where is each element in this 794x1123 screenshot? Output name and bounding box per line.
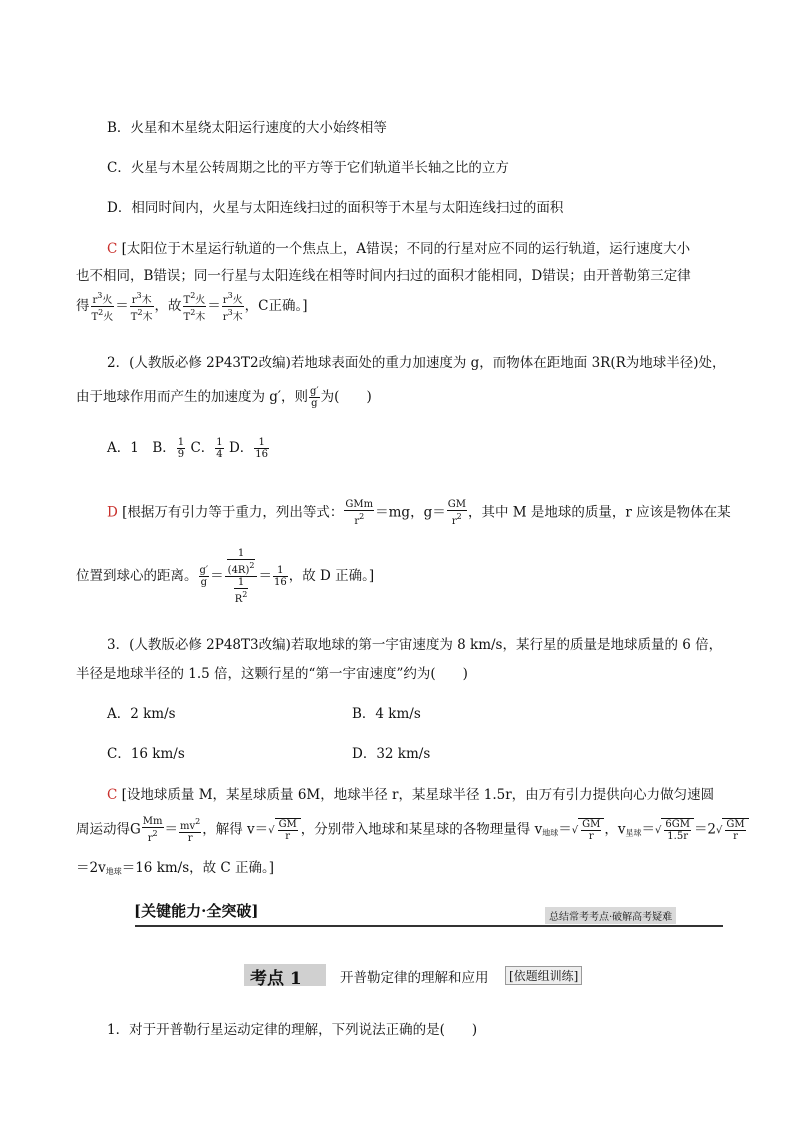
- question-3-option-a: A．2 km/s: [107, 706, 176, 722]
- answer-2-line-2: 位置到球心的距离。 $\frac{g'}{g}$ ＝ $\frac{\frac{1}{(4R)^2}}{\frac{1}{R^2}}$ ＝ $\frac{1}{16}$ ，故 D 正确。]: [76, 548, 375, 605]
- section-banner-tag: 总结常考考点·破解高考疑难: [545, 907, 676, 924]
- question-3-option-d: D．32 km/s: [352, 746, 431, 762]
- answer-3-line-3: $=2v_{地球}=16$ km/s，故 C 正确。]: [76, 860, 275, 876]
- answer-3-letter: C: [107, 787, 118, 803]
- answer-3-line-2: 周运动得G $\frac{Mm}{r^2}$ ＝ $\frac{mv^2}{r}$ ，解得 v＝√ $\frac{GM}{r}$ ，分别带入地球和某星球的各物理量得 $v_{地球}=√$ $\frac{GM}{r}$ ，$v_{星球}=√$ $\frac{6GM}{1.5r}$ ＝2√ $\frac{GM}{r}$: [76, 816, 749, 844]
- question-1: 1．对于开普勒行星运动定律的理解，下列说法正确的是( ): [107, 1022, 478, 1038]
- question-3-option-c: C．16 km/s: [107, 746, 185, 762]
- answer-3-line-1: C [设地球质量 M，某星球质量 6M，地球半径 r，某星球半径 1.5r，由万有引力提供向心力做匀速圆: [107, 787, 715, 803]
- option-d: D．相同时间内，火星与太阳连线扫过的面积等于木星与太阳连线扫过的面积: [107, 200, 564, 216]
- option-b: B．火星和木星绕太阳运行速度的大小始终相等: [107, 120, 387, 136]
- sqrt: √ $\frac{GM}{r}$: [268, 818, 301, 842]
- key-point-label: 考点 1: [250, 969, 302, 989]
- answer-2-line-1: D [根据万有引力等于重力，列出等式： $\frac{\text{GMm}}{r^2}$ ＝mg，g＝ $\frac{GM}{r^2}$ ，其中 M 是地球的质量，r 应该是物体在某: [107, 499, 731, 527]
- fraction: $\frac{r^3火}{T^2火}$: [91, 291, 114, 323]
- answer-1-line-2: 也不相同，B错误；同一行星与太阳连线在相等时间内扫过的面积才能相同，D错误；由开普勒第三定律: [76, 268, 691, 284]
- section-banner-title: [关键能力·全突破]: [134, 902, 259, 920]
- question-2-options: A．1 B． $\frac{1}{9}$ C． $\frac{1}{4}$ D． $\frac{1}{16}$: [107, 437, 269, 460]
- question-3-line-1: 3．(人教版必修 2P48T3改编)若取地球的第一宇宙速度为 8 km/s，某行星的质量是地球质量的 6 倍，: [107, 637, 723, 653]
- key-point-title: 开普勒定律的理解和应用: [340, 970, 489, 986]
- answer-1-line-1: C [太阳位于木星运行轨道的一个焦点上，A错误；不同的行星对应不同的运行轨道，运行速度大小: [107, 241, 691, 257]
- key-point-tag: [依题组训练]: [505, 966, 582, 985]
- answer-1-line-3: 得 $\frac{r^3火}{T^2火}$ ＝ $\frac{r^3木}{T^2木}$ ，故 $\frac{T^2火}{T^2木}$ ＝ $\frac{r^3火}{r^3木}$ ，C正确。]: [76, 291, 308, 323]
- question-3-line-2: 半径是地球半径的 1.5 倍，这颗行星的“第一宇宙速度”约为( ): [76, 666, 468, 682]
- option-c: C．火星与木星公转周期之比的平方等于它们轨道半长轴之比的立方: [107, 160, 509, 176]
- answer-1-letter: C: [107, 241, 118, 257]
- question-3-option-b: B．4 km/s: [352, 706, 421, 722]
- question-2-line-2: 由于地球作用而产生的加速度为 g′，则 $\frac{g'}{g}$ 为( ): [76, 386, 372, 409]
- answer-2-letter: D: [107, 504, 118, 521]
- question-2-line-1: 2．(人教版必修 2P43T2改编)若地球表面处的重力加速度为 g，而物体在距地面 3R(R为地球半径)处，: [107, 355, 726, 371]
